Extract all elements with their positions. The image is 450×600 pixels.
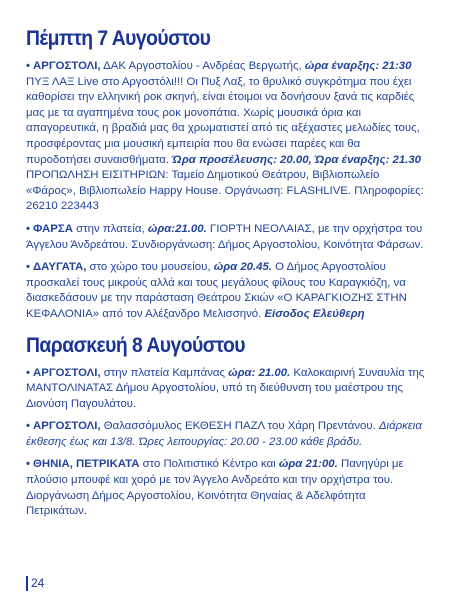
event-text: ΠΡΟΠΩΛΗΣΗ ΕΙΣΙΤΗΡΙΩΝ: Ταμείο Δημοτικού Θεάτρου, Βιβλιοπωλείο «Φάρος», Βιβλιοπωλείο Happy House. Οργάνωση: FLASHLIVE. Πληροφορίες: 26210 223443 [26, 169, 424, 213]
event-start-time: ώρα έναρξης: 21:30 [304, 60, 412, 72]
event-place: ΑΡΓΟΣΤΟΛΙ, [33, 366, 101, 379]
event-free-entry: Είσοδος Ελεύθερη [264, 307, 365, 320]
event-time: ώρα 21:00. [278, 458, 338, 471]
event-place: ΘΗΝΙΑ, ΠΕΤΡΙΚΑΤΑ [33, 458, 140, 471]
bullet-icon: • [26, 366, 30, 379]
page-number: 24 [26, 576, 44, 591]
event-text: Καλοκαιρινή Συναυλία της ΜΑΝΤΟΛΙΝΑΤΑΣ Δήμου Αργοστολίου, υπό τη διεύθυνση του μαέστρου της Διονύση Παγουλάτου. [26, 366, 425, 410]
event-arrival-time: Ώρα προσέλευσης: 20.00, Ώρα έναρξης: 21.30 [172, 153, 421, 166]
event-place: ΦΑΡΣΑ [33, 222, 73, 235]
bullet-icon: • [26, 458, 30, 471]
event-time: ώρα: 21.00. [228, 366, 291, 379]
event-argostoli-pyx-lax [26, 59, 426, 215]
event-text: Πανηγύρι με πλούσιο μπουφέ και χορό με τον Άγγελο Ανδρεάτο και την ορχήστρα του. Διοργάνωση Δήμος Αργοστολίου, Κοινότητα Θηναίας & Αδελφότητα Πετρικάτων. [26, 458, 404, 518]
event-time: ώρα:21.00. [147, 222, 207, 235]
bullet-icon: • [26, 420, 30, 433]
event-farsa-youth-festival [26, 222, 426, 253]
event-text: στην πλατεία, [72, 222, 148, 235]
day-title-friday: Παρασκευή 8 Αυγούστου [26, 332, 245, 357]
event-exhibition-hours: Διάρκεια έκθεσης έως και 13/8. Ώρες λειτουργίας: 20.00 - 23.00 κάθε βράδυ. [26, 420, 422, 448]
day-title-thursday: Πέμπτη 7 Αυγούστου [26, 26, 211, 50]
bullet-icon: • [26, 261, 30, 274]
bullet-icon: • [26, 60, 30, 72]
event-place: ΑΡΓΟΣΤΟΛΙ, [33, 60, 101, 72]
event-argostoli-puzzle-exhibition [26, 419, 426, 450]
bullet-icon: • [26, 222, 30, 235]
event-text: στην πλατεία Καμπάνας [100, 366, 229, 379]
event-text: ΔΑΚ Αργοστολίου - Ανδρέας Βεργωτής, [100, 60, 305, 72]
program-page [26, 26, 426, 527]
event-davgata-shadow-theatre [26, 260, 426, 322]
event-thinia-petrikata-festival [26, 457, 426, 519]
event-text: ΓΙΟΡΤΗ ΝΕΟΛΑΙΑΣ, με την ορχήστρα του Άγγελου Άνδρεάτου. Συνδιοργάνωση: Δήμος Αργοστολίου, Κοινότητα Φάρσων. [26, 222, 424, 251]
event-argostoli-mandolinata [26, 366, 426, 413]
event-text: Θαλασσόμυλος ΕΚΘΕΣΗ ΠΑΖΛ του Χάρη Πρεντάνου. [100, 420, 379, 433]
event-place: ΑΡΓΟΣΤΟΛΙ, [33, 420, 101, 433]
event-place: ΔΑΥΓΑΤΑ, [33, 261, 87, 274]
event-text: ΠΥΞ ΛΑΞ Live στο Αργοστόλι!!! Οι Πυξ Λαξ, το θρυλικό συγκρότημα που έχει καθορίσει την ελληνική ροκ σκηνή, είναι έτοιμοι να δονήσουν ξανά τις καρδιές μας με τα αγαπημένα τους ροκ μονοπάτια. Χωρίς μουσικά όρια και απαγορευτικά, η βραδιά μας θα χρωματιστεί από τις αξέχαστες μελωδίες τους, προσφέροντας μια μουσική εμπειρία που θα ενώσει παρέες και θα πυροδοτήσει συναισθήματα. [26, 75, 420, 166]
event-text: στο χώρο του μουσείου, [86, 261, 214, 274]
event-time: ώρα 20.45. [213, 261, 272, 274]
event-text: στο Πολιτιστικό Κέντρο και [139, 458, 279, 471]
event-text: Ο Δήμος Αργοστολίου προσκαλεί τους μικρούς αλλά και τους μεγάλους φίλους του Καραγκιόζη, να διασκεδάσουν με την παράσταση Θεάτρου Σκιών «Ο ΚΑΡΑΓΚΙΟΖΗΣ ΣΤΗΝ ΚΕΦΑΛΟΝΙΑ» από τον Αλέξανδρο Μελισσηνό. [26, 261, 407, 320]
